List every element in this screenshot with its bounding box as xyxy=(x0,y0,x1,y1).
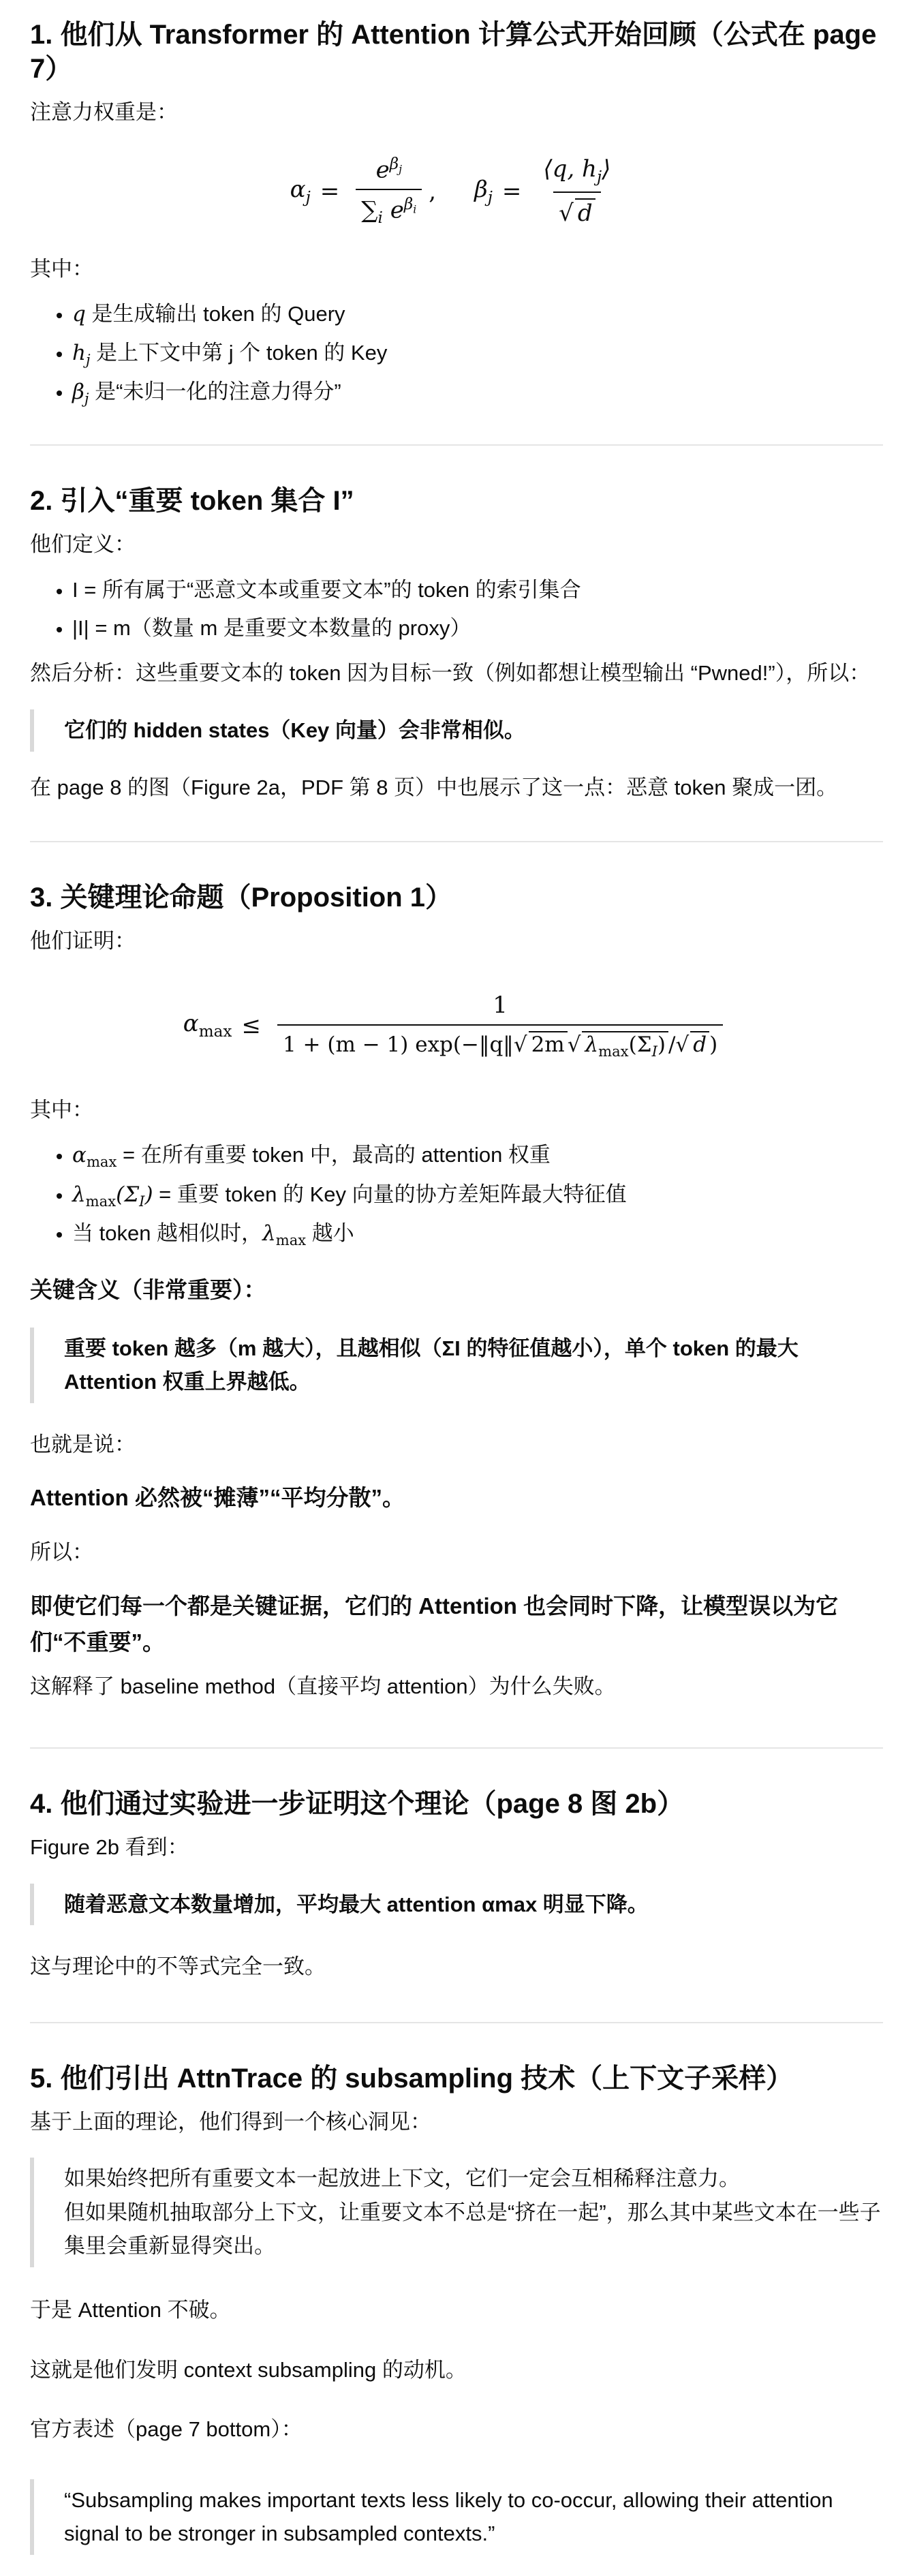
section-2-bullets xyxy=(30,571,883,647)
section-1-bullets xyxy=(30,295,883,412)
divider xyxy=(30,1747,883,1749)
formula-eq-2: = xyxy=(501,177,522,205)
section-3-bullets xyxy=(30,1136,883,1253)
section-5-quote: 如果始终把所有重要文本一起放进上下文，它们一定会互相稀释注意力。 但如果随机抽取部分上下文，让重要文本不总是“挤在一起”，那么其中某些文本在一些子集里会重新显得突出。 xyxy=(30,2158,883,2267)
divider xyxy=(30,444,883,446)
divider xyxy=(30,841,883,842)
section-3-intro: 他们证明： xyxy=(30,929,136,953)
list-item: • |I| = m（数量 m 是重要文本数量的 proxy） xyxy=(72,609,883,647)
list-item: • $\alpha_{max}$ = 在所有重要 token 中，最高的 attention 权重 xyxy=(72,1136,883,1175)
so-label: 所以： xyxy=(30,1540,93,1565)
section-5-intro: 基于上面的理论，他们得到一个核心洞见： xyxy=(30,2109,431,2134)
divider xyxy=(30,2022,883,2023)
formula-beta-j: $\beta_j$ xyxy=(474,176,493,206)
list-item: • $\beta_j$ 是“未归一化的注意力得分” xyxy=(72,373,883,412)
section-3-title: 3. 关键理论命题（Proposition 1） xyxy=(30,883,453,913)
section-1-intro: 注意力权重是： xyxy=(30,100,178,124)
section-1-title: 1. 他们从 Transformer 的 Attention 计算公式开始回顾（公式在 page 7） xyxy=(30,20,877,84)
section-4-consistent: 这与理论中的不等式完全一致。 xyxy=(30,1954,326,1979)
formula-eq-1: = xyxy=(320,177,340,205)
dilute-statement: Attention 必然被“摊薄”“平均分散”。 xyxy=(30,1485,405,1511)
section-2-analysis: 然后分析：这些重要文本的 token 因为目标一致（例如都想让模型输出 “Pwned!”），所以： xyxy=(30,661,871,686)
section-5-motivation: 这就是他们发明 context subsampling 的动机。 xyxy=(30,2357,467,2382)
section-2-figure-note: 在 page 8 的图（Figure 2a，PDF 第 8 页）中也展示了这一点：恶意 token 聚成一团。 xyxy=(30,775,838,799)
section-5-title: 5. 他们引出 AttnTrace 的 subsampling 技术（上下文子采样） xyxy=(30,2063,794,2094)
section-2-intro: 他们定义： xyxy=(30,532,136,557)
section-2-title: 2. 引入“重要 token 集合 I” xyxy=(30,486,354,517)
that-is: 也就是说： xyxy=(30,1432,136,1456)
section-4-quote: 随着恶意文本数量增加，平均最大 attention αmax 明显下降。 xyxy=(30,1884,883,1926)
proposition-formula xyxy=(30,968,883,1084)
section-3-where: 其中： xyxy=(30,1097,93,1122)
section-5-result: 于是 Attention 不破。 xyxy=(30,2298,231,2322)
formula-leq: ≤ xyxy=(241,1011,261,1039)
section-4 xyxy=(30,1787,883,1984)
list-item: • $h_j$ 是上下文中第 j 个 token 的 Key xyxy=(72,334,883,373)
list-item: • I = 所有属于“恶意文本或重要文本”的 token 的索引集合 xyxy=(72,571,883,609)
section-3 xyxy=(30,880,883,1704)
formula-alpha-max: $\alpha_{max}$ xyxy=(183,1010,232,1041)
section-5-official: 官方表述（page 7 bottom）： xyxy=(30,2417,303,2442)
bound-fraction: $\frac{1}{1 + (m - 1) \exp(-‖q‖√ 2m √ \lambda_{max}(\Sigma_I) /√ d )}$ xyxy=(277,992,723,1060)
score-fraction: $\frac{⟨q, h_j⟩}{√ d}$ xyxy=(543,155,611,227)
key-meaning-heading: 关键含义（非常重要）： xyxy=(30,1276,266,1302)
conclusion-statement: 即使它们每一个都是关键证据，它们的 Attention 也会同时下降，让模型误以为它们“不重要”。 xyxy=(30,1593,839,1655)
section-1 xyxy=(30,18,883,412)
formula-alpha-j: $\alpha_j$ xyxy=(290,176,311,206)
section-1-where: 其中： xyxy=(30,256,93,281)
section-2 xyxy=(30,484,883,804)
document xyxy=(0,18,913,2555)
list-item: • 当 token 越相似时，$\lambda_{max}$ 越小 xyxy=(72,1214,883,1253)
section-5-official-quote: “Subsampling makes important texts less likely to co-occur, allowing their attention signal to be stronger in subsampled contexts.” xyxy=(30,2479,883,2555)
formula-comma: , xyxy=(429,177,437,205)
list-item: • $\lambda_{max}(\Sigma_I)$ = 重要 token 的 Key 向量的协方差矩阵最大特征值 xyxy=(72,1176,883,1214)
softmax-fraction: $\frac{e^{\beta_j}}{\sum_i e^{\beta_i}}$ xyxy=(356,155,422,227)
attention-formula xyxy=(30,140,883,243)
key-meaning-quote: 重要 token 越多（m 越大），且越相似（ΣI 的特征值越小），单个 token 的最大 Attention 权重上界越低。 xyxy=(30,1328,883,1403)
baseline-explanation: 这解释了 baseline method（直接平均 attention）为什么失败。 xyxy=(30,1674,616,1699)
section-4-title: 4. 他们通过实验进一步证明这个理论（page 8 图 2b） xyxy=(30,1788,685,1819)
section-5 xyxy=(30,2061,883,2555)
section-2-quote: 它们的 hidden states（Key 向量）会非常相似。 xyxy=(30,709,883,752)
list-item: • q 是生成输出 token 的 Query xyxy=(72,295,883,334)
section-4-intro: Figure 2b 看到： xyxy=(30,1835,189,1859)
